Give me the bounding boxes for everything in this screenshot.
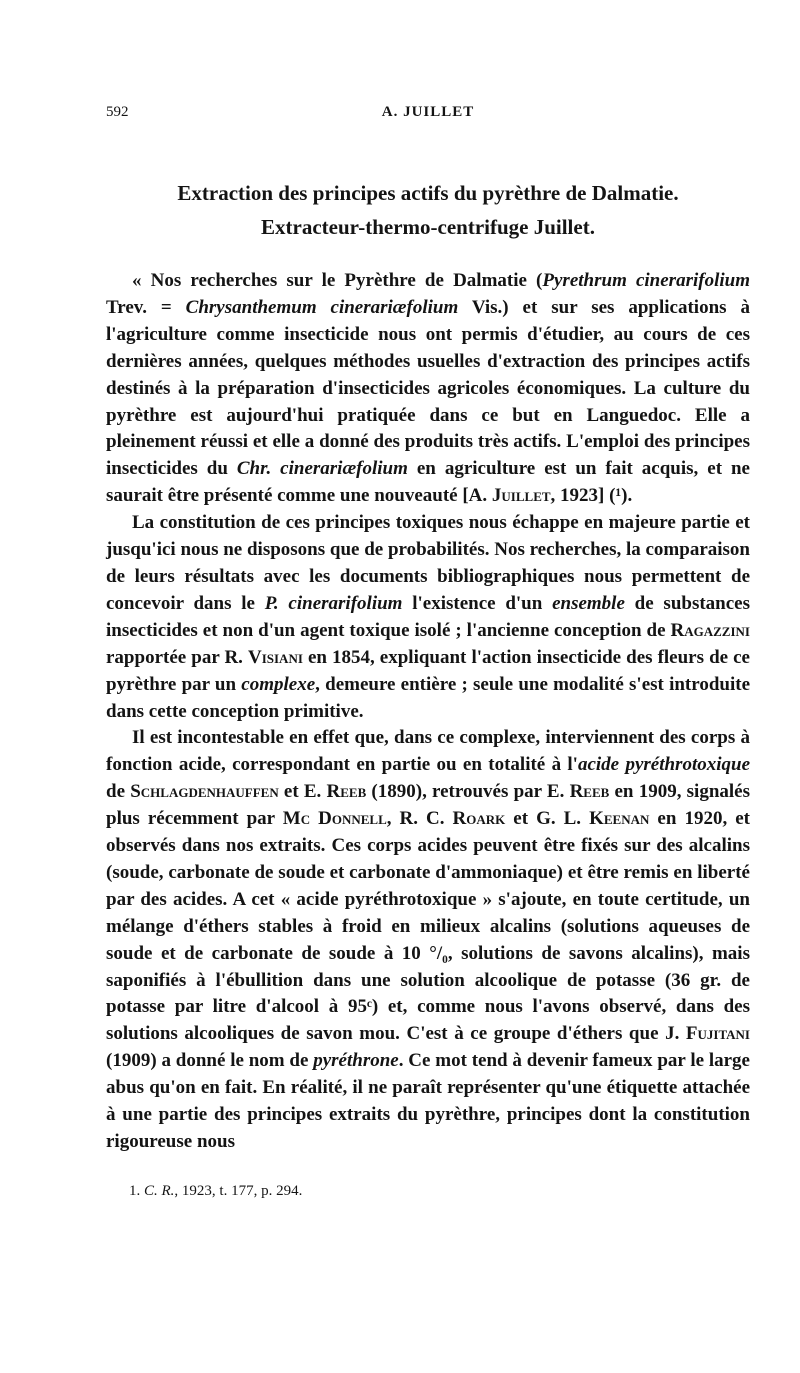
emphasis: complexe xyxy=(241,673,316,695)
text-run: et E. xyxy=(278,781,327,803)
text-run: l'existence d'un xyxy=(402,592,553,614)
running-head: A. JUILLET xyxy=(381,104,475,120)
author-name: Fujitani xyxy=(685,1023,750,1045)
footnote-source: C. R. xyxy=(144,1183,175,1199)
author-name: Juillet xyxy=(491,485,551,507)
text-run: de substances insecticides et non d'un agent toxique isolé ; l'ancienne conception de xyxy=(106,592,751,641)
article-title xyxy=(106,176,750,244)
author-name: Schlagdenhauffen xyxy=(130,781,279,803)
author-name: Ragazzini xyxy=(670,619,750,641)
text-run: . Ce mot tend à devenir fameux par le large abus qu'on en fait. En réalité, il ne paraît représenter qu'une étiquette attachée à une partie des principes extraits du pyrèthre, principes dont la constitution rigoureuse nous xyxy=(106,1050,750,1152)
text-run: Trev. = xyxy=(106,296,186,318)
text-run: en 1854, expliquant l'action insecticide des fleurs de ce pyrèthre par un xyxy=(106,646,750,695)
text-run: (1909) a donné le nom de xyxy=(106,1050,314,1072)
paragraph-2 xyxy=(106,510,750,725)
text-run: en agriculture est un fait acquis, et ne saurait être présenté comme une nouveauté [A. xyxy=(106,458,750,507)
text-run: , R. C. xyxy=(386,808,453,830)
author-name: Keenan xyxy=(589,808,650,830)
text-run: en 1920, et observés dans nos extraits. Ces corps acides peuvent être fixés sur des alcalins (soude, carbonate de soude et carbonate d'ammoniaque) et être remis en liberté par des acides. A cet « acide pyréthrotoxique » s'ajoute, en toute certitude, un mélange d'éthers stables à froid en milieux alcalins (solutions aqueuses de soude et de carbonate de soude à 10 °/₀, solutions de savons alcalins), mais saponifiés à l'ébullition dans une solution alcoolique de potasse (36 gr. de potasse par litre d'alcool à 95ᶜ) et, comme nous l'avons observé, dans des solutions alcooliques de savon mou. C'est à ce groupe d'éthers que J. xyxy=(106,808,750,1045)
author-name: Roark xyxy=(452,808,506,830)
footnote-number: 1. xyxy=(129,1183,141,1199)
article-body xyxy=(106,268,750,1156)
page-header xyxy=(106,104,750,128)
author-name: Mc Donnell xyxy=(282,808,387,830)
species-name: Chr. cinerariæfolium xyxy=(236,458,408,480)
author-name: Visiani xyxy=(247,646,303,668)
text-run: , 1923] (¹). xyxy=(550,485,633,507)
text-run: (1890), retrouvés par E. xyxy=(366,781,570,803)
text-run: « Nos recherches sur le Pyrèthre de Dalmatie ( xyxy=(132,270,543,291)
text-run: rapportée par R. xyxy=(106,646,248,668)
species-name: Chrysanthemum cinerariæfolium xyxy=(185,296,459,318)
author-name: Reeb xyxy=(326,781,367,803)
species-name: P. cinerarifolium xyxy=(264,592,403,614)
text-run: Vis.) et sur ses applications à l'agriculture comme insecticide nous ont permis d'étudier, au cours de ces dernières années, quelques méthodes usuelles d'extraction des principes actifs destinés à la préparation d'insecticides agricoles économiques. La culture du pyrèthre est aujourd'hui pratiquée dans ce but en Languedoc. Elle a pleinement réussi et elle a donné des produits très actifs. L'emploi des principes insecticides du xyxy=(106,296,750,480)
title-line-2: Extracteur-thermo-centrifuge Juillet. xyxy=(261,215,595,239)
author-name: Reeb xyxy=(569,781,610,803)
emphasis: ensemble xyxy=(552,592,625,614)
paragraph-1 xyxy=(106,268,750,510)
species-name: Pyrethrum cinerarifolium xyxy=(542,270,750,291)
text-run: La constitution de ces principes toxiques nous échappe en majeure partie et jusqu'ici nous ne disposons que de probabilités. Nos recherches, la comparaison de leurs résultats avec les documents bibliographiques nous permettent de concevoir dans le xyxy=(106,512,750,614)
title-line-1: Extraction des principes actifs du pyrèthre de Dalmatie. xyxy=(177,181,679,205)
text-run: , demeure entière ; seule une modalité s'est introduite dans cette conception primitive. xyxy=(106,673,751,722)
text-run: en 1909, signalés plus récemment par xyxy=(106,781,750,830)
text-run: de xyxy=(106,781,131,803)
page-number: 592 xyxy=(106,104,129,120)
emphasis: acide pyréthrotoxique xyxy=(577,754,751,776)
emphasis: pyréthrone xyxy=(313,1050,399,1072)
text-run: Il est incontestable en effet que, dans ce complexe, interviennent des corps à fonction acide, correspondant en partie ou en totalité à l' xyxy=(106,727,750,776)
footnote-text: , 1923, t. 177, p. 294. xyxy=(174,1183,303,1199)
text-run: et G. L. xyxy=(505,808,590,830)
paragraph-3 xyxy=(106,725,750,1156)
footnote xyxy=(129,1183,302,1200)
